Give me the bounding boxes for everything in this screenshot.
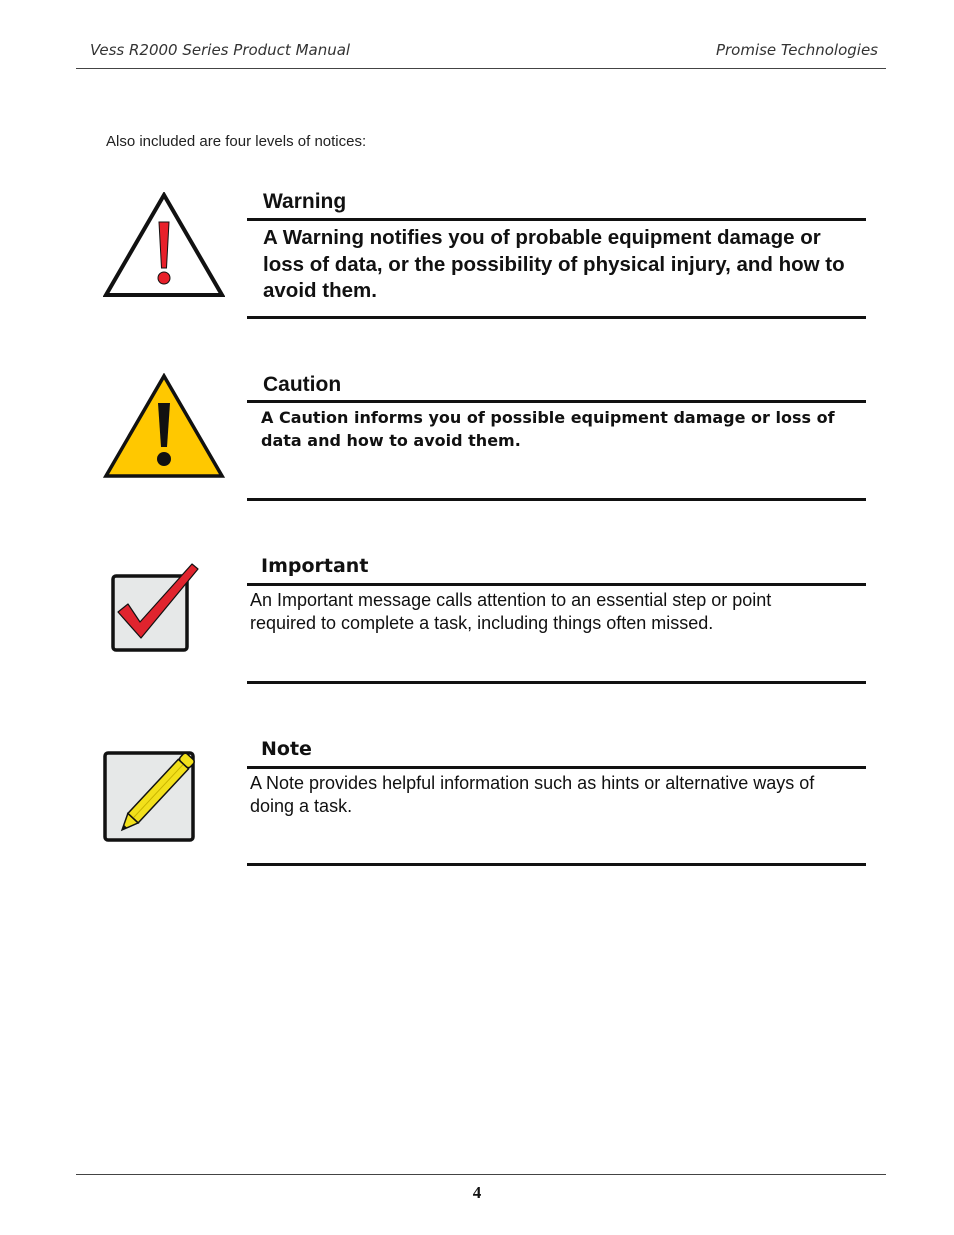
note-top-rule [247, 766, 866, 769]
warning-bottom-rule [247, 316, 866, 319]
caution-top-rule [247, 400, 866, 403]
checkmark-box-icon [108, 560, 202, 656]
caution-title: Caution [263, 373, 342, 396]
note-bottom-rule [247, 863, 866, 866]
manual-title: Vess R2000 Series Product Manual [90, 41, 351, 59]
caution-yellow-exclamation-icon [103, 373, 225, 479]
warning-title: Warning [263, 190, 347, 213]
company-name: Promise Technologies [715, 41, 878, 59]
pencil-box-icon [101, 738, 211, 844]
note-body: A Note provides helpful information such as hints or alternative ways of doing a task. [250, 773, 815, 816]
warning-red-exclamation-icon [103, 192, 225, 298]
page-number: 4 [472, 1183, 482, 1202]
warning-body: A Warning notifies you of probable equipment damage or loss of data, or the possibility of physical injury, and how to avoid them. [263, 226, 845, 302]
page-header [76, 40, 886, 69]
warning-top-rule [247, 218, 866, 221]
caution-body: A Caution informs you of possible equipment damage or loss of data and how to avoid them. [261, 408, 835, 450]
intro-text: Also included are four levels of notices: [106, 133, 367, 150]
important-body: An Important message calls attention to an essential step or point required to complete a task, including things often missed. [250, 590, 772, 633]
footer-rule [76, 1174, 886, 1175]
important-title: Important [261, 555, 369, 577]
important-bottom-rule [247, 681, 866, 684]
caution-bottom-rule [247, 498, 866, 501]
note-title: Note [261, 738, 312, 760]
important-top-rule [247, 583, 866, 586]
